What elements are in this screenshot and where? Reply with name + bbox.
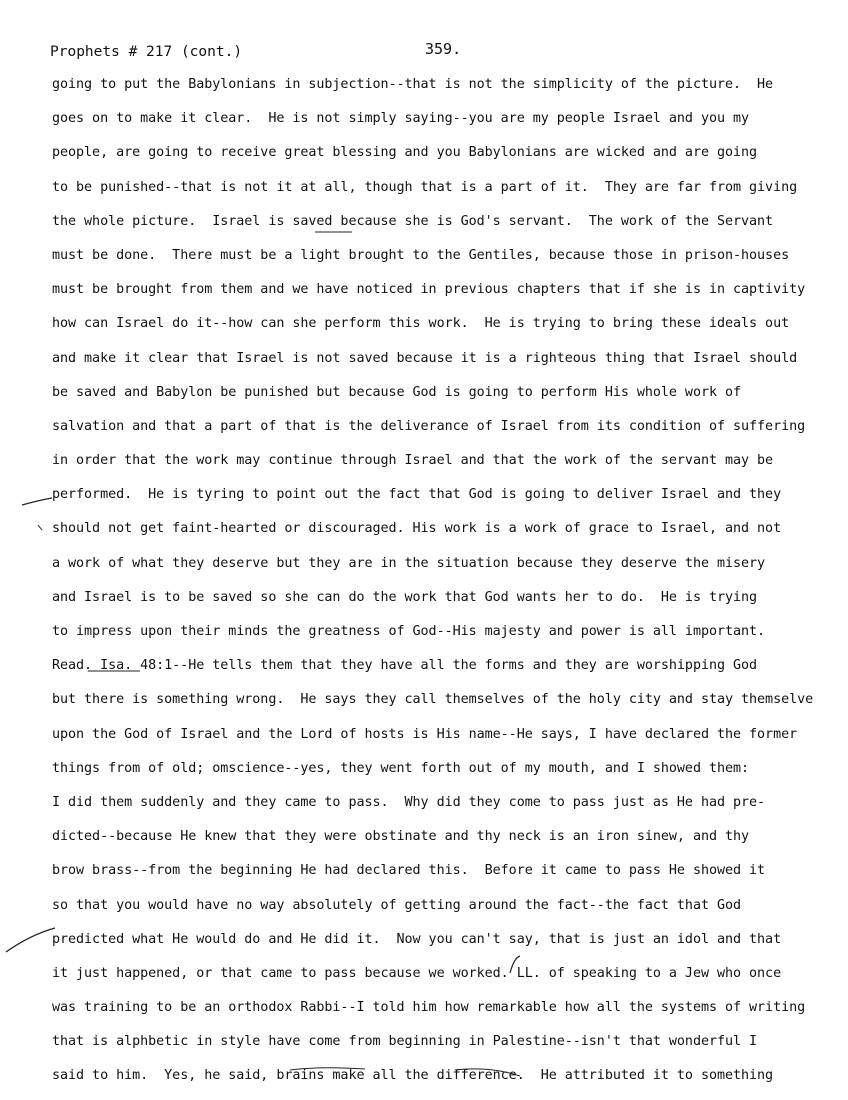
text-line: people, are going to receive great blessing and you Babylonians are wicked and are going [52, 145, 758, 161]
page-header [50, 40, 810, 68]
margin-stroke-2 [38, 525, 42, 530]
text-line: must be done. There must be a light brought to the Gentiles, because those in prison-houses [52, 247, 790, 263]
text-line: that is alphbetic in style have come from beginning in Palestine--isn't that wonderful I [52, 1034, 758, 1050]
text-line: so that you would have no way absolutely of getting around the fact--the fact that God [52, 897, 742, 913]
body-text [52, 72, 842, 1098]
text-line: to be punished--that is not it at all, though that is a part of it. They are far from giving [52, 179, 798, 195]
text-line: salvation and that a part of that is the deliverance of Israel from its condition of suffering [52, 418, 806, 434]
text-line: a work of what they deserve but they are in the situation because they deserve the misery [52, 555, 766, 571]
page-number: 359. [425, 40, 462, 58]
text-line: goes on to make it clear. He is not simply saying--you are my people Israel and you my [52, 111, 750, 127]
text-line: it just happened, or that came to pass because we worked. LL. of speaking to a Jew who once [52, 965, 782, 981]
text-line: the whole picture. Israel is saved because she is God's servant. The work of the Servant [52, 213, 774, 229]
text-line: going to put the Babylonians in subjection--that is not the simplicity of the picture. He [52, 77, 774, 92]
text-line: and make it clear that Israel is not saved because it is a righteous thing that Israel should [52, 350, 798, 366]
text-line: how can Israel do it--how can she perform this work. He is trying to bring these ideals out [52, 316, 790, 332]
text-line: should not get faint-hearted or discouraged. His work is a work of grace to Israel, and not [52, 521, 782, 537]
text-line: brow brass--from the beginning He had declared this. Before it came to pass He showed it [52, 863, 766, 879]
text-line: to impress upon their minds the greatness of God--His majesty and power is all important. [52, 624, 766, 639]
text-line: be saved and Babylon be punished but because God is going to perform His whole work of [52, 384, 742, 400]
text-line: Read. Isa. 48:1--He tells them that they have all the forms and they are worshipping God [52, 658, 758, 674]
text-line: dicted--because He knew that they were obstinate and thy neck is an iron sinew, and thy [52, 829, 750, 845]
margin-stroke-1 [22, 498, 52, 505]
text-line: said to him. Yes, he said, brains make all the difference. He attributed it to something [52, 1068, 774, 1084]
text-line: but there is something wrong. He says they call themselves of the holy city and stay themselve [52, 692, 814, 708]
text-line: and Israel is to be saved so she can do the work that God wants her to do. He is trying [52, 589, 758, 605]
text-line: I did them suddenly and they came to pass. Why did they come to pass just as He had pre- [52, 794, 766, 810]
text-line: in order that the work may continue through Israel and that the work of the servant may be [52, 453, 774, 469]
text-line: predicted what He would do and He did it. Now you can't say, that is just an idol and that [52, 931, 782, 947]
text-line: must be brought from them and we have noticed in previous chapters that if she is in captivity [52, 282, 806, 298]
margin-stroke-3 [6, 928, 55, 952]
text-line: was training to be an orthodox Rabbi--I told him how remarkable how all the systems of writing [52, 1000, 806, 1016]
text-line: performed. He is tyring to point out the fact that God is going to deliver Israel and they [52, 487, 782, 503]
text-line: things from of old; omscience--yes, they went forth out of my mouth, and I showed them: [52, 760, 750, 776]
text-line: upon the God of Israel and the Lord of hosts is His name--He says, I have declared the former [52, 726, 798, 742]
document-title: Prophets # 217 (cont.) [50, 44, 243, 60]
